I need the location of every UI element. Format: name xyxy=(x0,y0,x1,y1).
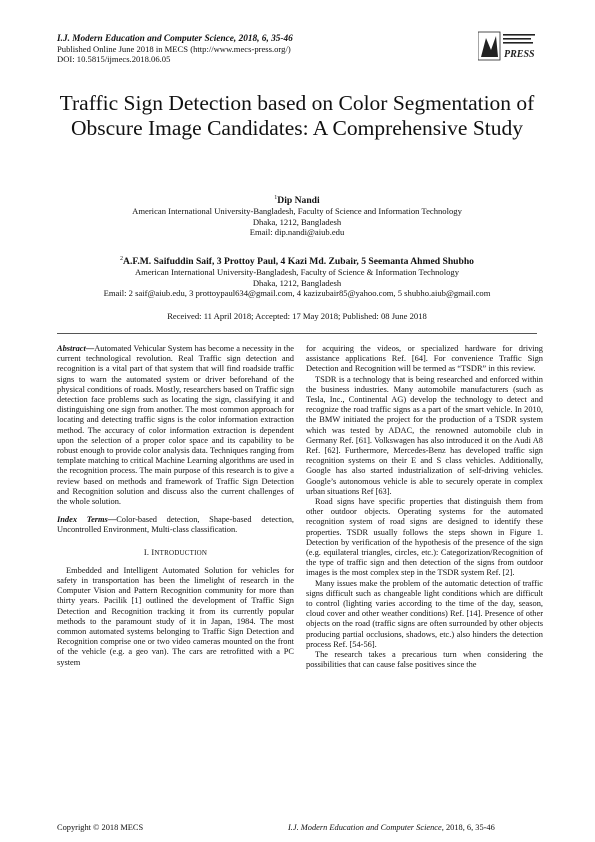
section-heading: I. INTRODUCTION xyxy=(143,547,208,557)
right-paragraph-1: for acquiring the videos, or specialized hardware for driving assistance applications Ref. [64]. For convenience Traffic Sign Detection and Recognition will be termed as “TSDR” in this review. xyxy=(306,344,543,374)
author2-block xyxy=(57,254,537,299)
author2-sup: 2 xyxy=(120,256,124,262)
paper-title: Traffic Sign Detection based on Color Segmentation of Obscure Image Candidates: A Comprehensive Study xyxy=(59,91,535,140)
intro-paragraph: Embedded and Intelligent Automated Solution for vehicles for safety in transportation has been the limelight of research in the Computer Vision and Pattern Recognition community for more than thirty years. Pacilik [1] outlined the development of Traffic Sign Detection and Recognition tracking it from its currently popular methods to the paramount study of it in Japan, 1984. The most common automated systems belonging to Traffic Sign Detection and Recognition comprise one or two video cameras mounted on the front of the vehicle (e.g. a geo van). The cars are retrofitted with a PC system xyxy=(57,565,294,667)
divider xyxy=(57,333,537,334)
right-paragraph-4: Many issues make the problem of the automatic detection of traffic signs difficult such as changeable light conditions which are difficult to control (lighting varies according to the time of the day, season, cloud cover and other weather conditions) Ref. [14]. Presence of other objects on the road (traffic signs are often surrounded by other objects producing partial occlusions, shadows, etc.) also hinders the detection process Ref. [54-56]. xyxy=(306,578,543,649)
abstract-label: Abstract— xyxy=(57,344,95,353)
right-paragraph-3: Road signs have specific properties that distinguish them from other outdoor objects. Operating systems for the automated recognition system of road signs are designed to identify these properties. TSDR usually follows the steps shown in Figure 1. Detection by verification of the hypothesis of the presence of the sign (e.g. equilateral triangles, circles, etc.): Categorization/Recognition of the type of traffic sign and then detection of the signs from outdoor images is the most complex step in the TSDR system Ref. [2]. xyxy=(306,497,543,578)
author2-emails: Email: 2 saif@aiub.edu, 3 prottoypaul634@gmail.com, 4 kazizubair85@yahoo.com, 5 shubho.aiub@gmail.com xyxy=(103,288,491,299)
index-terms xyxy=(57,515,294,535)
right-paragraph-2: TSDR is a technology that is being researched and enforced within the business industries. Many automobile manufacturers (such as Tesla, Inc., Continental AG) develop the technology to detect and recognize the road traffic signs as a part of the smart vehicle. In 2010, the BMW initiated the project for the production of a TSDR system which was tested by ADAC, the renowned automobile club in Germany Ref. [61]. Volkswagen has also introduced it on the Audi A8 Ref. [62]. Furthermore, Mercedes-Benz has developed traffic sign recognition systems on their E and S class vehicles. Additionally, Google has also started industrialization of self-driving vehicles. Google’s autonomous vehicle is able to securely operate in complex urban situations Ref [63]. xyxy=(306,374,543,496)
footer-journal: I.J. Modern Education and Computer Science, 2018, 6, 35-46 xyxy=(288,823,495,832)
index-terms-label: Index Terms— xyxy=(57,515,117,525)
published-line: Published Online June 2018 in MECS (http://www.mecs-press.org/) xyxy=(57,44,291,54)
index-terms-text: Color-based detection, Shape-based detection, Uncontrolled Environment, Multi-class classification. xyxy=(57,515,295,535)
author2-city: Dhaka, 1212, Bangladesh xyxy=(252,277,342,288)
author1-city: Dhaka, 1212, Bangladesh xyxy=(252,216,342,227)
svg-text:PRESS: PRESS xyxy=(504,49,535,60)
author1-name: Dip Nandi xyxy=(277,194,320,206)
received-dates: Received: 11 April 2018; Accepted: 17 May 2018; Published: 08 June 2018 xyxy=(167,311,427,321)
right-paragraph-5: The research takes a precarious turn when considering the possibilities that can cause false positives since the xyxy=(306,650,543,670)
author1-block xyxy=(57,193,537,238)
footer-copyright: Copyright © 2018 MECS xyxy=(57,823,144,832)
running-header xyxy=(57,34,457,64)
author1-sup: 1 xyxy=(274,195,278,201)
doi-line: DOI: 10.5815/ijmecs.2018.06.05 xyxy=(57,54,171,64)
publisher-logo xyxy=(478,30,538,64)
left-column xyxy=(57,344,294,668)
abstract xyxy=(57,344,294,507)
journal-name: I.J. Modern Education and Computer Science, 2018, 6, 35-46 xyxy=(57,34,293,44)
author1-affiliation: American International University-Bangladesh, Faculty of Science and Information Technology xyxy=(132,206,462,217)
author1-email: Email: dip.nandi@aiub.edu xyxy=(249,227,345,238)
author2-names: A.F.M. Saifuddin Saif, 3 Prottoy Paul, 4 Kazi Md. Zubair, 5 Seemanta Ahmed Shubho xyxy=(123,255,474,267)
right-column xyxy=(306,344,543,671)
author2-affiliation: American International University-Bangladesh, Faculty of Science & Information Technology xyxy=(134,267,460,278)
abstract-text: Automated Vehicular System has become a necessity in the current technological revolution. Real Traffic sign detection and recognition is a vital part of that system that will find roadside traffic signs to warn the automated system or driver beforehand of the physical conditions of roads. Mostly, researchers based on Traffic sign detection face problems such as locating the sign, classifying it and distinguishing one sign from another. The most common approach for locating and detecting traffic signs is the color information extraction method. The accuracy of color information extraction is dependent upon the selection of a proper color space and its capability to be robust enough to provide color analysis data. Techniques ranging from template matching to critical Machine Learning algorithms are used in the recognition process. The main purpose of this research is to give a review based on methods and framework of Traffic Sign Detection and Recognition solution and discuss also the current challenges of the whole solution. xyxy=(57,344,294,507)
